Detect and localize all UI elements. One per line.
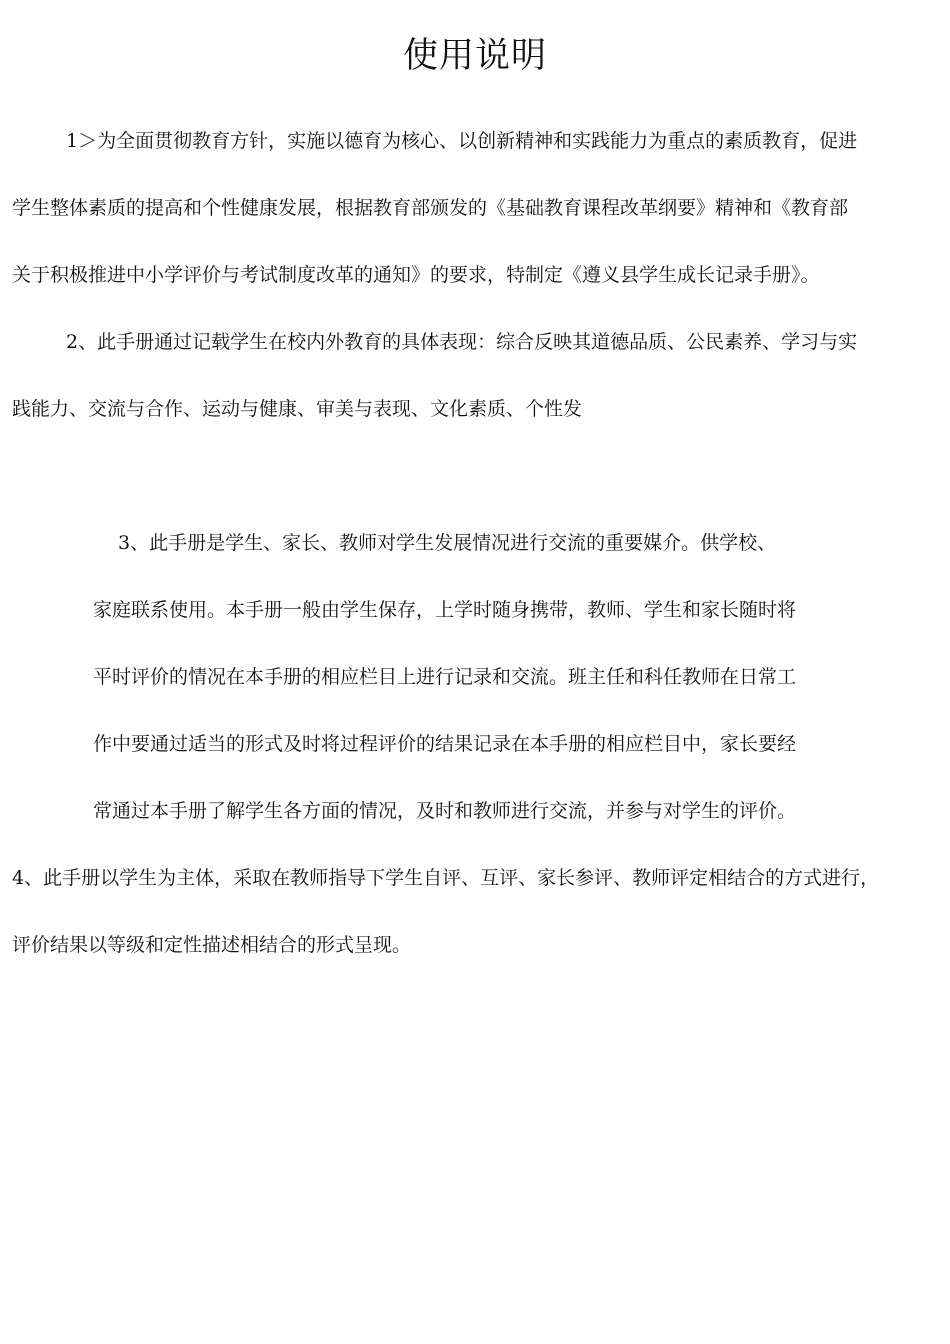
paragraph-1-line-2: 学生整体素质的提高和个性健康发展，根据教育部颁发的《基础教育课程改革纲要》精神和《教育部	[12, 197, 849, 219]
paragraph-3-line-2: 家庭联系使用。本手册一般由学生保存，上学时随身携带，教师、学生和家长随时将	[93, 599, 797, 621]
paragraph-4-line-2: 评价结果以等级和定性描述相结合的形式呈现。	[12, 934, 412, 956]
paragraph-2-line-1: 2、此手册通过记载学生在校内外教育的具体表现：综合反映其道德品质、公民素养、学习与实	[66, 331, 858, 353]
paragraph-4-line-1: 4、此手册以学生为主体，采取在教师指导下学生自评、互评、家长参评、教师评定相结合的方式进行，	[12, 867, 880, 889]
paragraph-3-line-1: 3、此手册是学生、家长、教师对学生发展情况进行交流的重要媒介。供学校、	[118, 532, 777, 554]
paragraph-1-line-3: 关于积极推进中小学评价与考试制度改革的通知》的要求，特制定《遵义县学生成长记录手册》。	[12, 264, 820, 286]
paragraph-3-line-3: 平时评价的情况在本手册的相应栏目上进行记录和交流。班主任和科任教师在日常工	[93, 666, 797, 688]
paragraph-3-line-5: 常通过本手册了解学生各方面的情况，及时和教师进行交流，并参与对学生的评价。	[93, 800, 797, 822]
paragraph-2-line-2: 践能力、交流与合作、运动与健康、审美与表现、文化素质、个性发	[12, 398, 583, 420]
paragraph-1-line-1: 1＞为全面贯彻教育方针，实施以德育为核心、以创新精神和实践能力为重点的素质教育，促进	[66, 130, 858, 152]
page-title: 使用说明	[402, 36, 547, 76]
paragraph-3-line-4: 作中要通过适当的形式及时将过程评价的结果记录在本手册的相应栏目中，家长要经	[93, 733, 797, 755]
